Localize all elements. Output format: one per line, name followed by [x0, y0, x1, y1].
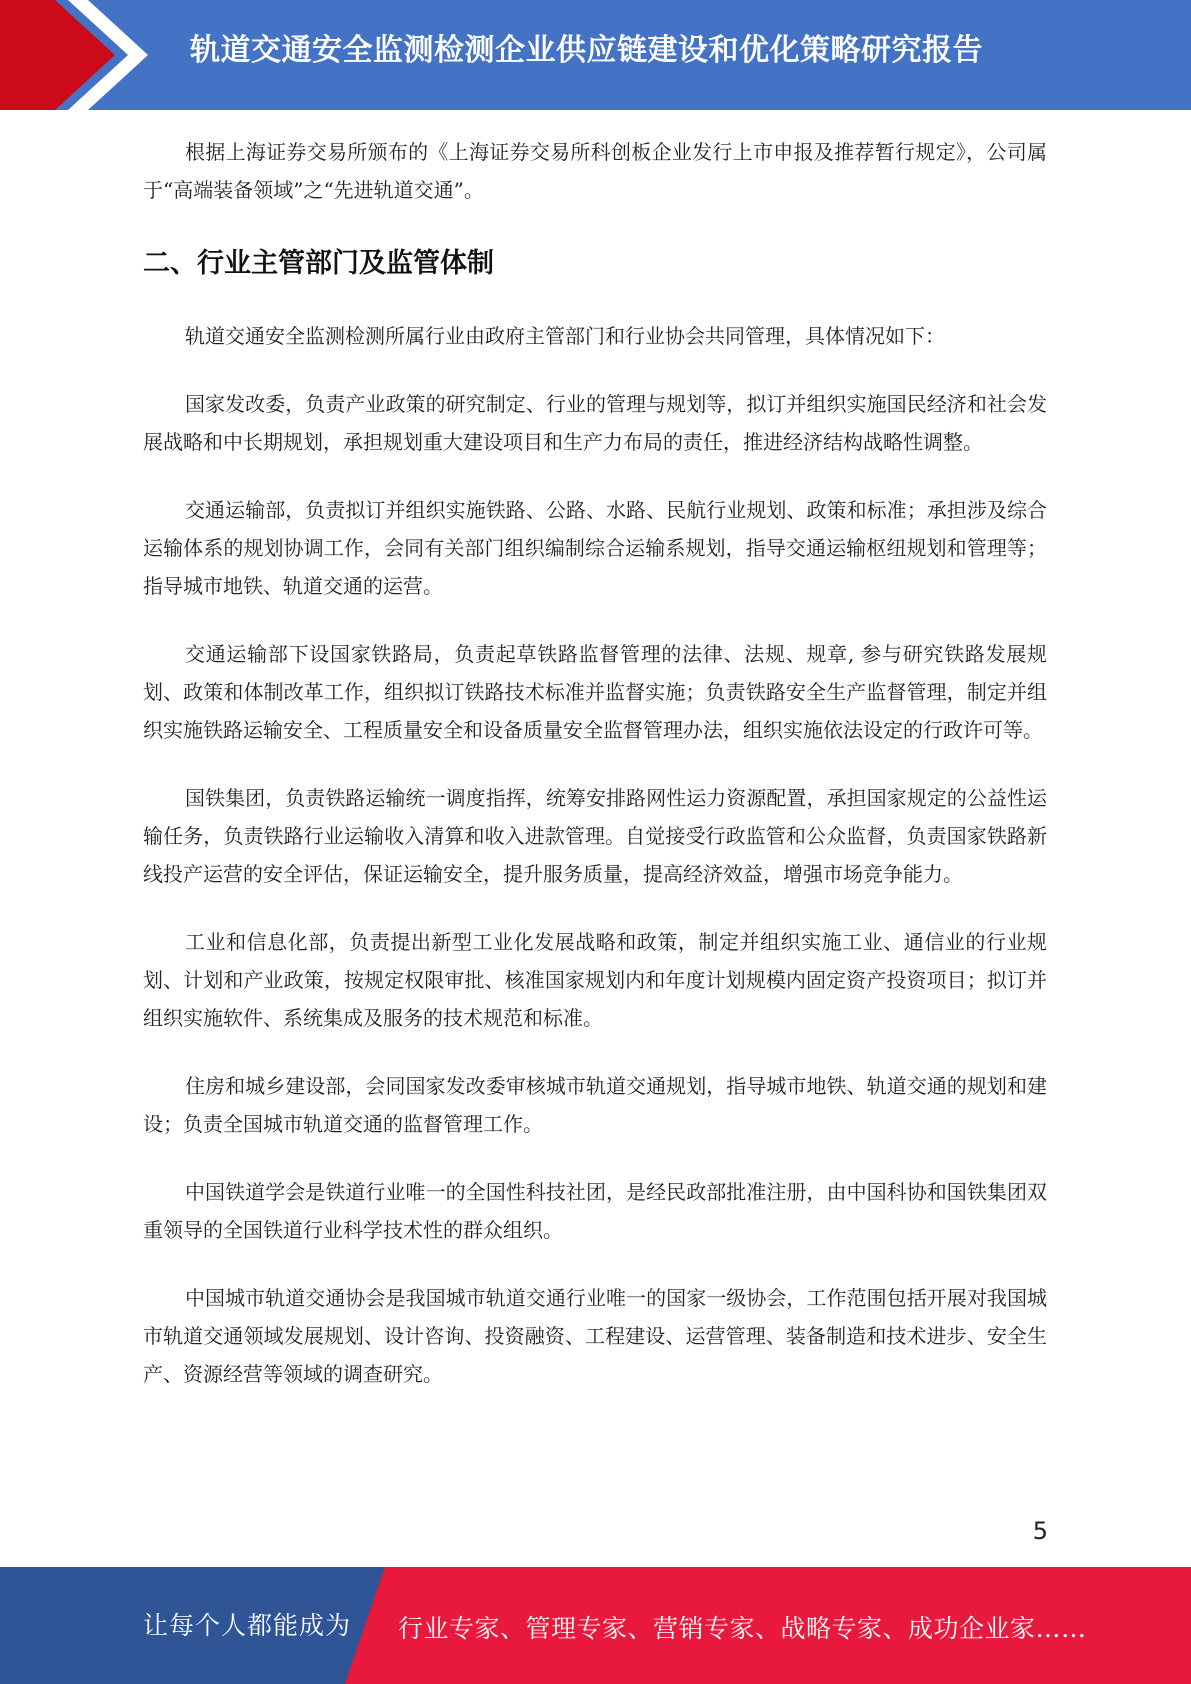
page-number: 5 [1032, 1517, 1048, 1545]
paragraph-overview: 轨道交通安全监测检测所属行业由政府主管部门和行业协会共同管理，具体情况如下： [185, 324, 945, 348]
section-heading: 二、行业主管部门及监管体制 [143, 248, 494, 279]
footer-slogan-left: 让每个人都能成为 [143, 1611, 352, 1640]
paragraph-mohurd: 住房和城乡建设部，会同国家发改委审核城市轨道交通规划，指导城市地铁、轨道交通的规划和建设；负责全国城市轨道交通的监督管理工作。 [143, 1074, 1047, 1136]
paragraph-miit: 工业和信息化部，负责提出新型工业化发展战略和政策，制定并组织实施工业、通信业的行业规划、计划和产业政策，按规定权限审批、核准国家规划内和年度计划规模内固定资产投资项目；拟订并组织实施软件、系统集成及服务的技术规范和标准。 [143, 930, 1047, 1030]
paragraph-china-railway-group: 国铁集团，负责铁路运输统一调度指挥，统筹安排路网性运力资源配置，承担国家规定的公益性运输任务，负责铁路行业运输收入清算和收入进款管理。自觉接受行政监管和公众监督，负责国家铁路新线投产运营的安全评估，保证运输安全，提升服务质量，提高经济效益，增强市场竞争能力。 [143, 786, 1047, 886]
document-body [143, 133, 1047, 1423]
report-title: 轨道交通安全监测检测企业供应链建设和优化策略研究报告 [190, 33, 983, 68]
header-arrow-decoration [0, 0, 200, 110]
paragraph-urban-rail-association: 中国城市轨道交通协会是我国城市轨道交通行业唯一的国家一级协会，工作范围包括开展对我国城市轨道交通领域发展规划、设计咨询、投资融资、工程建设、运营管理、装备制造和技术进步、安全生产、资源经营等领域的调查研究。 [143, 1286, 1047, 1386]
intro-paragraph: 根据上海证券交易所颁布的《上海证券交易所科创板企业发行上市申报及推荐暂行规定》，公司属于“高端装备领域”之“先进轨道交通”。 [143, 140, 1047, 202]
footer-banner [0, 1567, 1191, 1684]
header-banner [0, 0, 1191, 110]
paragraph-railway-society: 中国铁道学会是铁道行业唯一的全国性科技社团，是经民政部批准注册，由中国科协和国铁集团双重领导的全国铁道行业科学技术性的群众组织。 [143, 1180, 1047, 1242]
footer-slogan-right: 行业专家、管理专家、营销专家、战略专家、成功企业家…… [398, 1614, 1087, 1643]
paragraph-ministry-of-transport: 交通运输部，负责拟订并组织实施铁路、公路、水路、民航行业规划、政策和标准；承担涉及综合运输体系的规划协调工作，会同有关部门组织编制综合运输系规划，指导交通运输枢纽规划和管理等；指导城市地铁、轨道交通的运营。 [143, 498, 1047, 598]
paragraph-ndrc: 国家发改委，负责产业政策的研究制定、行业的管理与规划等，拟订并组织实施国民经济和社会发展战略和中长期规划，承担规划重大建设项目和生产力布局的责任，推进经济结构战略性调整。 [143, 392, 1047, 454]
paragraph-national-railway-administration: 交通运输部下设国家铁路局，负责起草铁路监督管理的法律、法规、规章, 参与研究铁路发展规划、政策和体制改革工作，组织拟订铁路技术标准并监督实施；负责铁路安全生产监督管理，制定并组织实施铁路运输安全、工程质量安全和设备质量安全监督管理办法，组织实施依法设定的行政许可等。 [143, 642, 1047, 742]
